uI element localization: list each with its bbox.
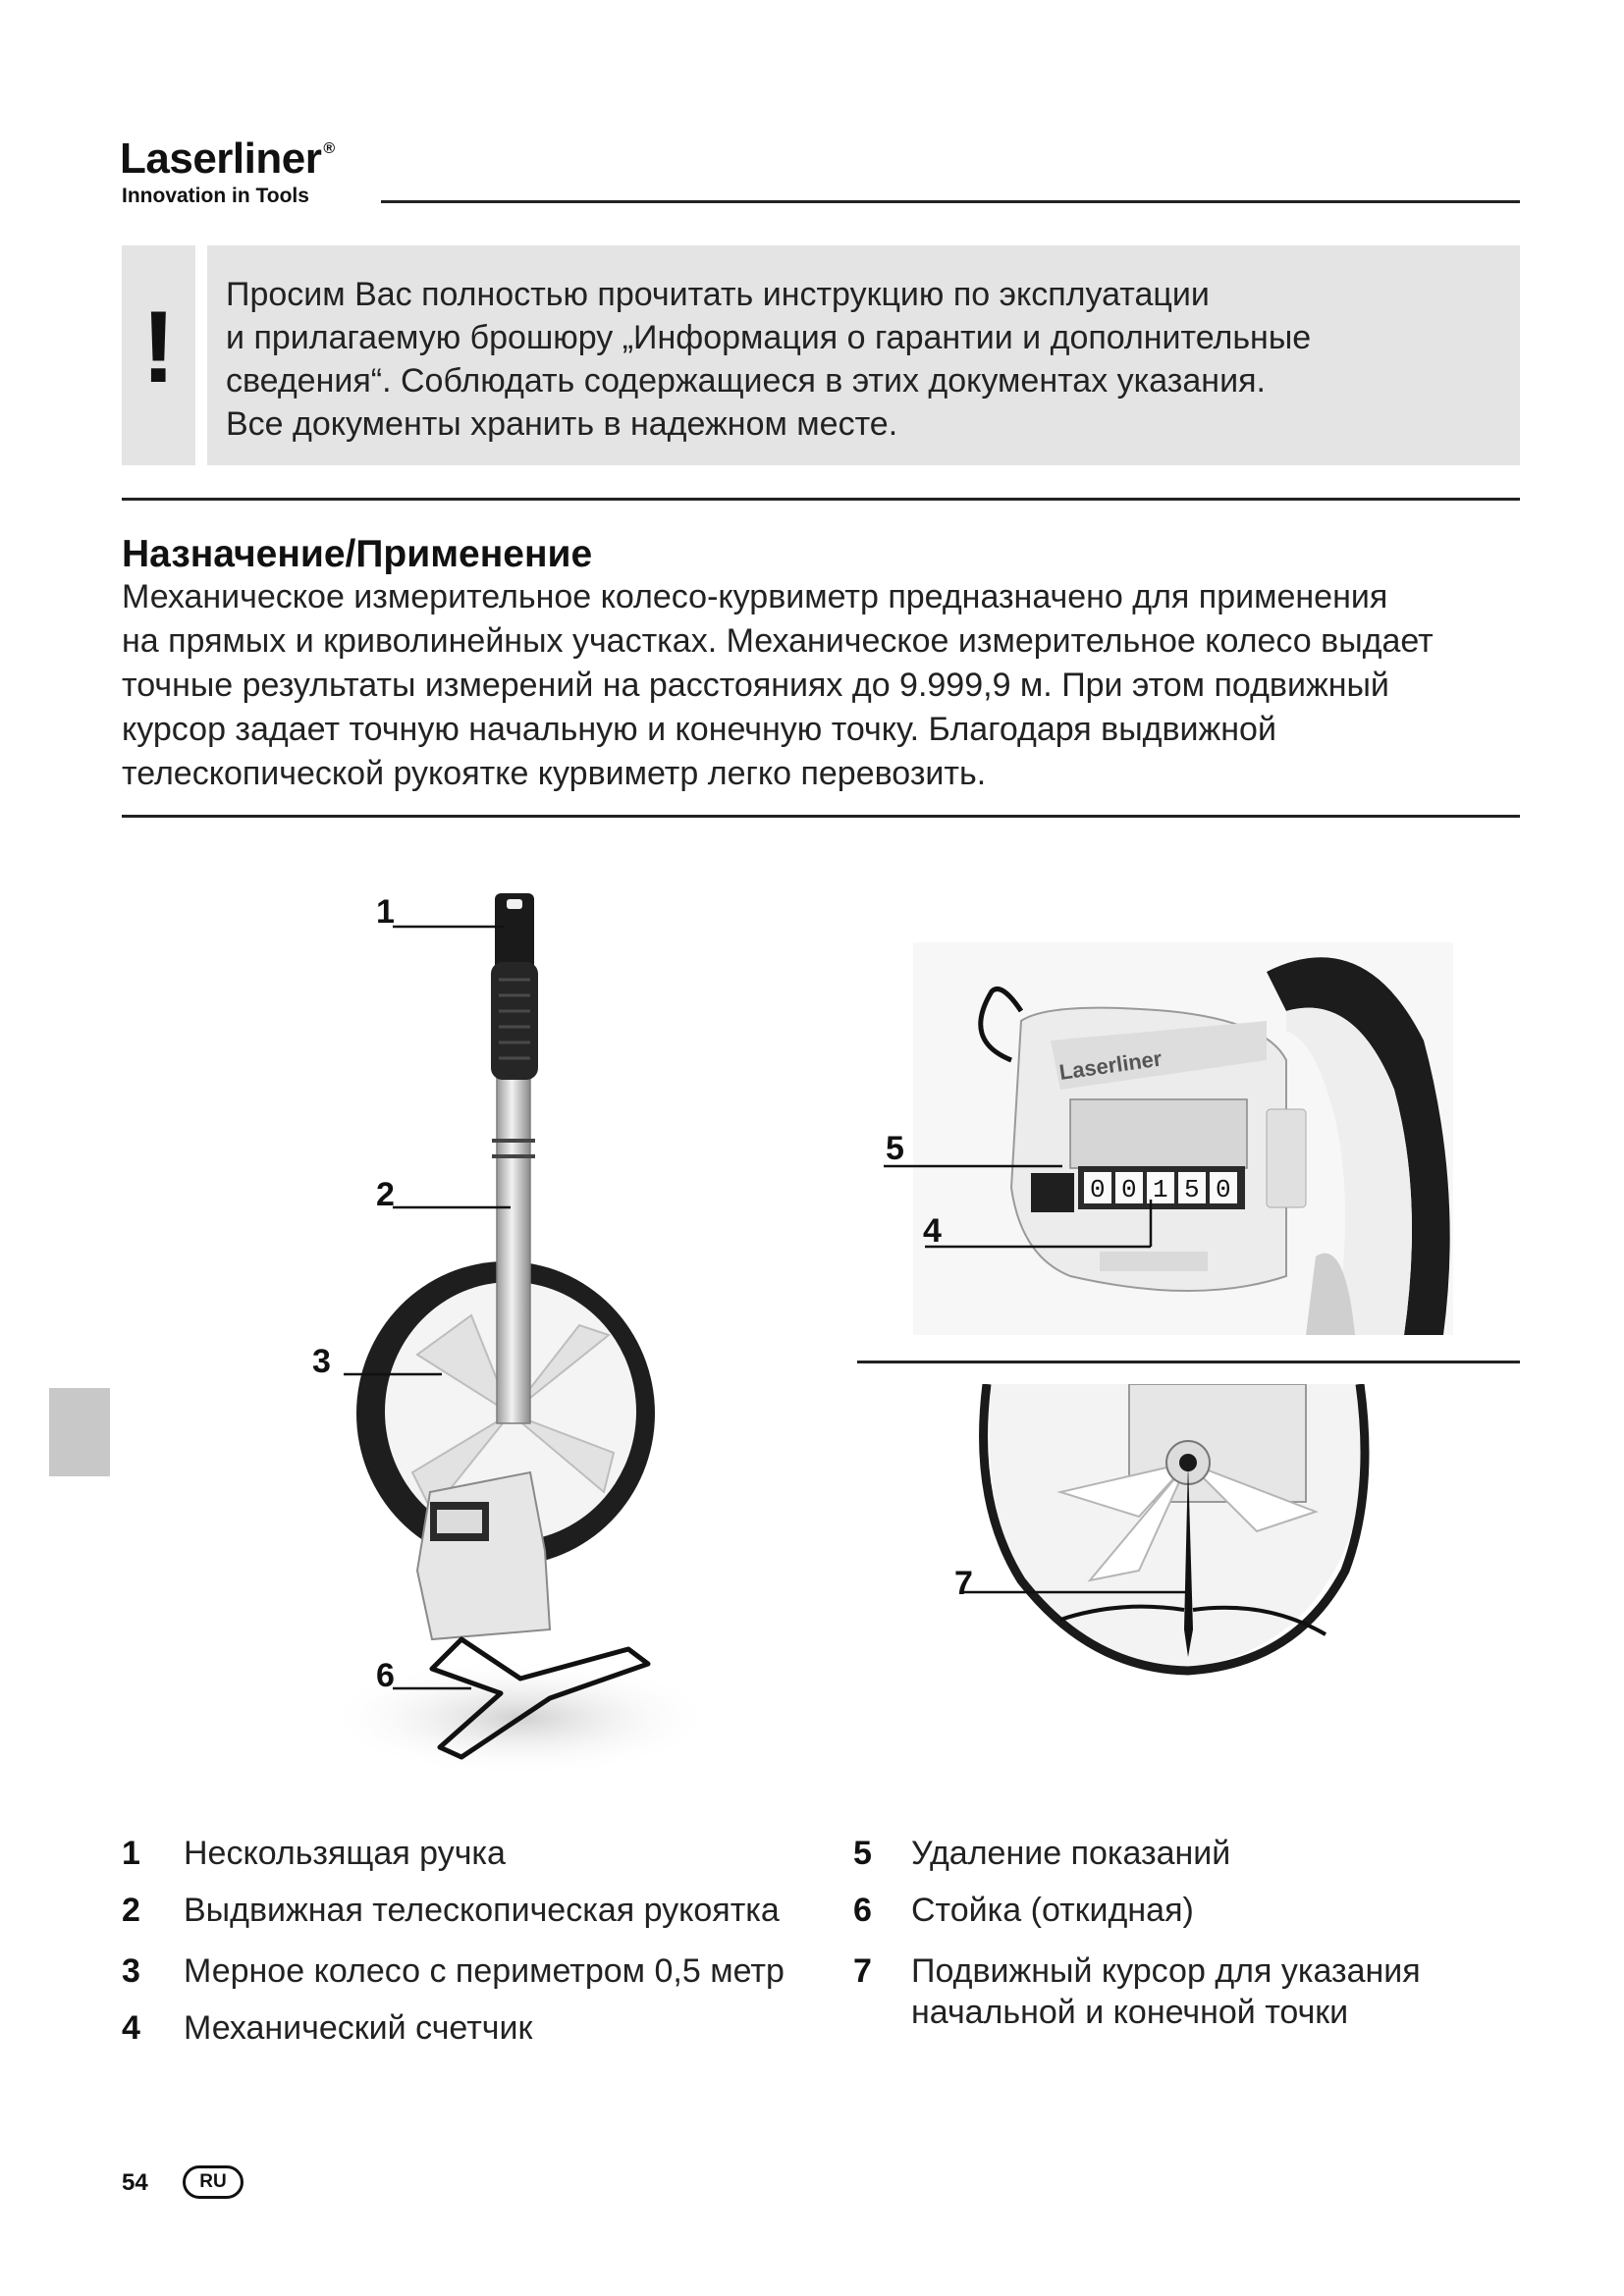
brand-name: Laserliner xyxy=(120,134,322,183)
callout-5: 5 xyxy=(886,1130,904,1167)
counter-digit: 5 xyxy=(1184,1175,1200,1204)
detail-model-plate xyxy=(1100,1252,1208,1271)
detail-reset-button xyxy=(1031,1173,1074,1212)
registered-mark: ® xyxy=(323,140,335,157)
section-line: курсор задает точную начальную и конечную точку. Благодаря выдвижной xyxy=(122,711,1276,748)
legend-text: Стойка (откидная) xyxy=(911,1892,1194,1929)
legend-num: 4 xyxy=(122,2009,140,2047)
section-line: точные результаты измерений на расстояниях до 9.999,9 м. При этом подвижный xyxy=(122,667,1389,704)
counter-digit: 0 xyxy=(1090,1175,1106,1204)
telescopic-rod xyxy=(497,1060,530,1423)
section-rule-top xyxy=(122,498,1520,501)
legend-text: Механический счетчик xyxy=(184,2009,533,2047)
handle-hole xyxy=(507,899,522,909)
callout-3: 3 xyxy=(312,1343,331,1380)
notice-line: сведения“. Соблюдать содержащиеся в этих документах указания. xyxy=(226,362,1266,400)
legend-num: 1 xyxy=(122,1835,140,1872)
detail-side-panel xyxy=(1267,1109,1306,1207)
language-badge: RU xyxy=(183,2165,244,2199)
brand-logo xyxy=(120,134,335,183)
callout-1: 1 xyxy=(376,893,395,931)
counter-display xyxy=(437,1510,482,1533)
header-rule xyxy=(381,200,1520,203)
section-body xyxy=(122,575,1536,796)
section-title: Назначение/Применение xyxy=(122,533,593,575)
measuring-wheel-illustration xyxy=(324,864,766,1787)
notice-line: и прилагаемую брошюру „Информация о гарантии и дополнительные xyxy=(226,319,1312,356)
page-number: 54 xyxy=(122,2169,148,2196)
detail-brand-text: Laserliner xyxy=(1057,1045,1164,1085)
chapter-tab xyxy=(49,1388,110,1476)
brand-tagline: Innovation in Tools xyxy=(122,185,309,207)
cursor-detail-illustration xyxy=(943,1384,1404,1688)
rod-joint-lower xyxy=(492,1154,535,1158)
counter-digit: 1 xyxy=(1153,1175,1168,1204)
warning-symbol: ! xyxy=(141,291,176,404)
notice-line: Просим Вас полностью прочитать инструкцию по эксплуатации xyxy=(226,276,1210,313)
legend-text: Нескользящая ручка xyxy=(184,1835,506,1872)
legend-num: 2 xyxy=(122,1892,140,1929)
section-line: Механическое измерительное колесо-курвиметр предназначено для применения xyxy=(122,578,1388,615)
callout-6: 6 xyxy=(376,1657,395,1694)
legend-text-continued: начальной и конечной точки xyxy=(911,1994,1349,2031)
notice-box xyxy=(207,245,1520,465)
warning-icon xyxy=(122,245,195,465)
counter-digit: 0 xyxy=(1121,1175,1137,1204)
callout-2: 2 xyxy=(376,1176,395,1213)
counter-housing xyxy=(417,1472,550,1639)
legend-num: 5 xyxy=(853,1835,872,1872)
section-rule-bottom xyxy=(122,815,1520,818)
figure-divider xyxy=(857,1361,1520,1363)
legend-text: Выдвижная телескопическая рукоятка xyxy=(184,1892,780,1929)
legend-text: Мерное колесо с периметром 0,5 метр xyxy=(184,1952,785,1990)
detail-counter-frame xyxy=(1070,1099,1247,1168)
counter-digit: 0 xyxy=(1216,1175,1231,1204)
legend-num: 3 xyxy=(122,1952,140,1990)
callout-7: 7 xyxy=(954,1565,973,1602)
legend-num: 6 xyxy=(853,1892,872,1929)
legend-text: Удаление показаний xyxy=(911,1835,1231,1872)
section-line: телескопической рукоятке курвиметр легко перевозить. xyxy=(122,755,987,792)
legend-num: 7 xyxy=(853,1952,872,1990)
counter-detail-illustration xyxy=(874,942,1453,1335)
legend-text: Подвижный курсор для указания xyxy=(911,1952,1421,1990)
callout-4: 4 xyxy=(923,1212,942,1250)
notice-line: Все документы хранить в надежном месте. xyxy=(226,405,898,443)
rod-joint-upper xyxy=(492,1139,535,1143)
section-line: на прямых и криволинейных участках. Механическое измерительное колесо выдает xyxy=(122,622,1434,660)
